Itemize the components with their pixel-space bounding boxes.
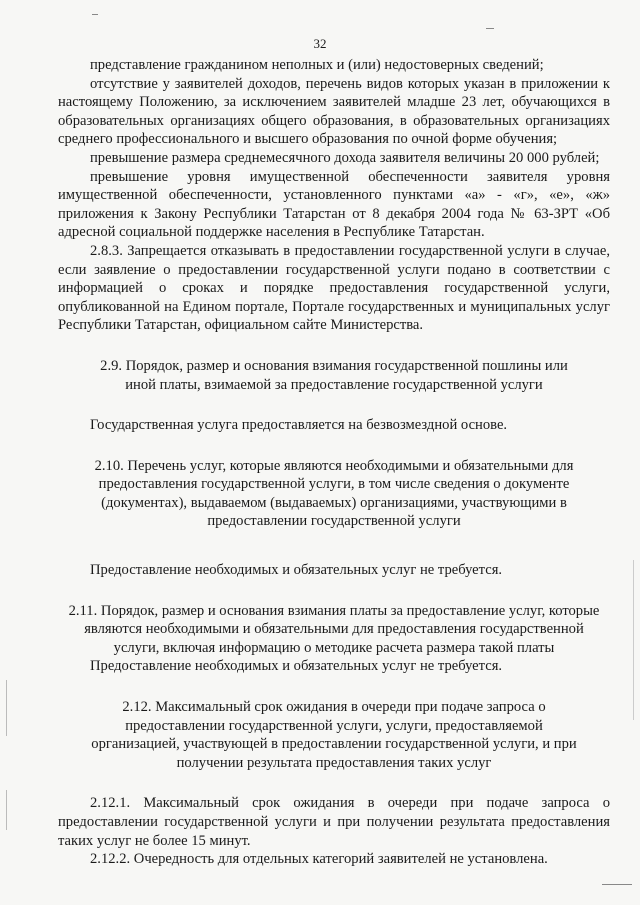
document-body xyxy=(58,56,610,869)
paragraph: превышение размера среднемесячного дохода заявителя величины 20 000 рублей; xyxy=(90,149,600,166)
section-heading-2-11: 2.11. Порядок, размер и основания взимания платы за предоставление услуг, которые являются необходимыми и обязательными для предоставления государственной услуги, включая информацию о методике расчета размера такой платы xyxy=(68,602,600,656)
scan-margin-line xyxy=(633,560,634,720)
section-heading-2-9: 2.9. Порядок, размер и основания взимания государственной пошлины или иной платы, взимаемой за предоставление государственной услуги xyxy=(100,357,568,393)
section-heading-2-10: 2.10. Перечень услуг, которые являются необходимыми и обязательными для предоставления государственной услуги, в том числе сведения о документе (документах), выдаваемом (выдаваемых) организациями, участвующими в предоставлении государственной услуги xyxy=(94,457,574,530)
paragraph-2-12-1: 2.12.1. Максимальный срок ожидания в очереди при подаче запроса о предоставлении государственной услуги и при получении результата предоставления таких услуг не более 15 минут. xyxy=(58,795,610,849)
section-text-2-10: Предоставление необходимых и обязательных услуг не требуется. xyxy=(90,562,503,579)
section-text-2-9: Государственная услуга предоставляется на безвозмездной основе. xyxy=(90,417,508,434)
paragraph-2-12-2: 2.12.2. Очередность для отдельных категорий заявителей не установлена. xyxy=(90,851,548,868)
scan-mark xyxy=(92,14,98,15)
scan-margin-line xyxy=(6,790,7,830)
scan-mark xyxy=(602,884,632,885)
section-text-2-11: Предоставление необходимых и обязательных услуг не требуется. xyxy=(90,658,503,675)
paragraph: представление гражданином неполных и (или) недостоверных сведений; xyxy=(90,57,544,73)
page-number: 32 xyxy=(313,36,327,51)
scan-mark xyxy=(486,28,494,29)
scan-margin-line xyxy=(6,680,7,736)
paragraph: превышение уровня имущественной обеспеченности заявителя уровня имущественной обеспеченности, установленного пунктами «а» - «г», «е», «ж» приложения к Закону Республики Татарстан от 8 декабря 2004 года № 63-ЗРТ «Об адресной социальной поддержке населения в Республике Татарстан. xyxy=(58,168,610,241)
paragraph: отсутствие у заявителей доходов, перечень видов которых указан в приложении к настоящему Положению, за исключением заявителей младше 23 лет, обучающихся в образовательных организациях общего образования, в образовательных организациях среднего профессионального и высшего образования по очной форме обучения; xyxy=(58,75,610,148)
section-heading-2-12: 2.12. Максимальный срок ожидания в очереди при подаче запроса о предоставлении государственной услуги, услуги, предоставляемой организацией, участвующей в предоставлении государственной услуги, и при получении результата предоставления таких услуг xyxy=(91,699,577,771)
paragraph: 2.8.3. Запрещается отказывать в предоставлении государственной услуги в случае, если заявление о предоставлении государственной услуги подано в соответствии с информацией о сроках и порядке предоставления государственной услуги, опубликованной на Едином портале, Портале государственных и муниципальных услуг Республики Татарстан, официальном сайте Министерства. xyxy=(58,242,610,334)
